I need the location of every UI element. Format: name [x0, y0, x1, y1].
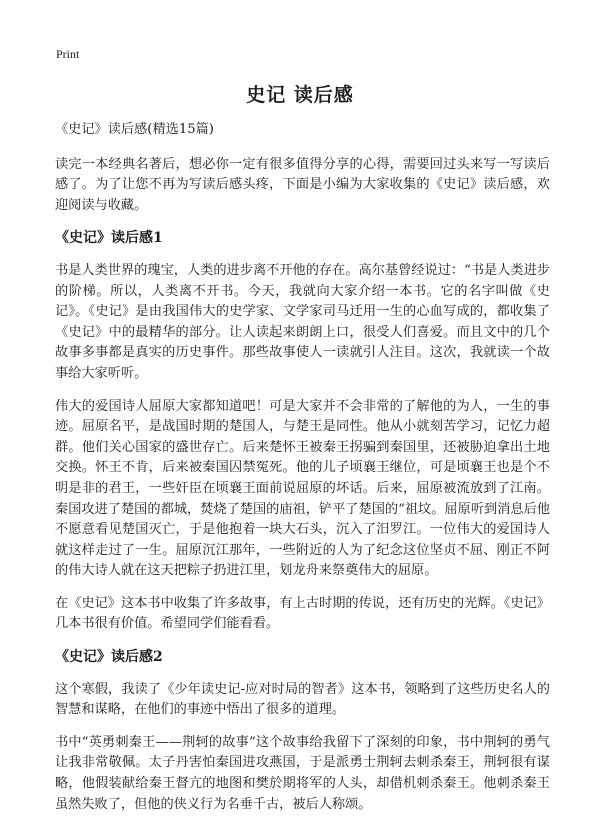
- section-2-paragraph-2: 书中“英勇刺秦王——荆轲的故事”这个故事给我留下了深刻的印象，书中荆轲的勇气让我非常敬佩。太子丹害怕秦国进攻燕国，于是派勇士荆轲去刺杀秦王，荆轲很有谋略，他假装献给秦王督亢的地图和樊於期将军的人头，却借机刺杀秦王。他刺杀秦王虽然失败了，但他的侠义行为名垂千古，被后人称颂。: [55, 734, 550, 812]
- page-title: 史记 读后感: [246, 84, 354, 106]
- section-heading-2: 《史记》读后感2: [55, 649, 163, 666]
- print-link[interactable]: Print: [56, 47, 80, 61]
- section-1-paragraph-1: 书是人类世界的瑰宝，人类的进步离不开他的存在。高尔基曾经说过：“书是人类进步的阶梯。所以，人类离不开书。今天，我就向大家介绍一本书。它的名字叫做《史记》。《史记》是由我国伟大的史学家、文学家司马迁用一生的心血写成的，都收集了《史记》中的最精华的部分。让人读起来朗朗上口，很受人们喜爱。而且文中的几个故事多事都是真实的历史事件。那些故事使人一读就引人注目。这次，我就读一个故事给大家听听。: [55, 262, 550, 381]
- section-1-paragraph-3: 在《史记》这本书中收集了许多故事，有上古时期的传说，还有历史的光辉。《史记》几本书很有价值。希望同学们能看看。: [55, 595, 550, 632]
- article-body: [55, 120, 550, 827]
- article-subtitle: 《史记》读后感(精选15篇): [55, 122, 214, 137]
- section-heading-1: 《史记》读后感1: [55, 230, 163, 247]
- intro-paragraph: 读完一本经典名著后，想必你一定有很多值得分享的心得，需要回过头来写一写读后感了。为了让您不再为写读后感头疼，下面是小编为大家收集的《史记》读后感，欢迎阅读与收藏。: [55, 156, 550, 213]
- section-2-paragraph-1: 这个寒假，我读了《少年读史记-应对时局的智者》这本书，领略到了这些历史名人的智慧和谋略，在他们的事迹中悟出了很多的道理。: [55, 681, 550, 718]
- section-1-paragraph-2: 伟大的爱国诗人屈原大家都知道吧！可是大家并不会非常的了解他的为人，一生的事迹。屈原名平，是战国时期的楚国人，与楚王是同性。他从小就刻苦学习，记忆力超群。他们关心国家的盛世存亡。后来楚怀王被秦王拐骗到秦国里，还被胁迫拿出土地交换。怀王不肯，后来被秦国囚禁冤死。他的儿子顷襄王继位，可是顷襄王也是个不明是非的君王，一些奸臣在顷襄王面前说屈原的坏话。后来，屈原被流放到了江南。秦国攻进了楚国的都城，焚烧了楚国的庙祖，铲平了楚国的“祖坟。屈原听到消息后他不愿意看见楚国灭亡，于是他抱着一块大石头，沉入了汨罗江。一位伟大的爱国诗人就这样走过了一生。屈原沉江那年，一些附近的人为了纪念这位坚贞不屈、刚正不阿的伟大诗人就在这天把粽子扔进江里，划龙舟来祭奠伟大的屈原。: [55, 398, 550, 579]
